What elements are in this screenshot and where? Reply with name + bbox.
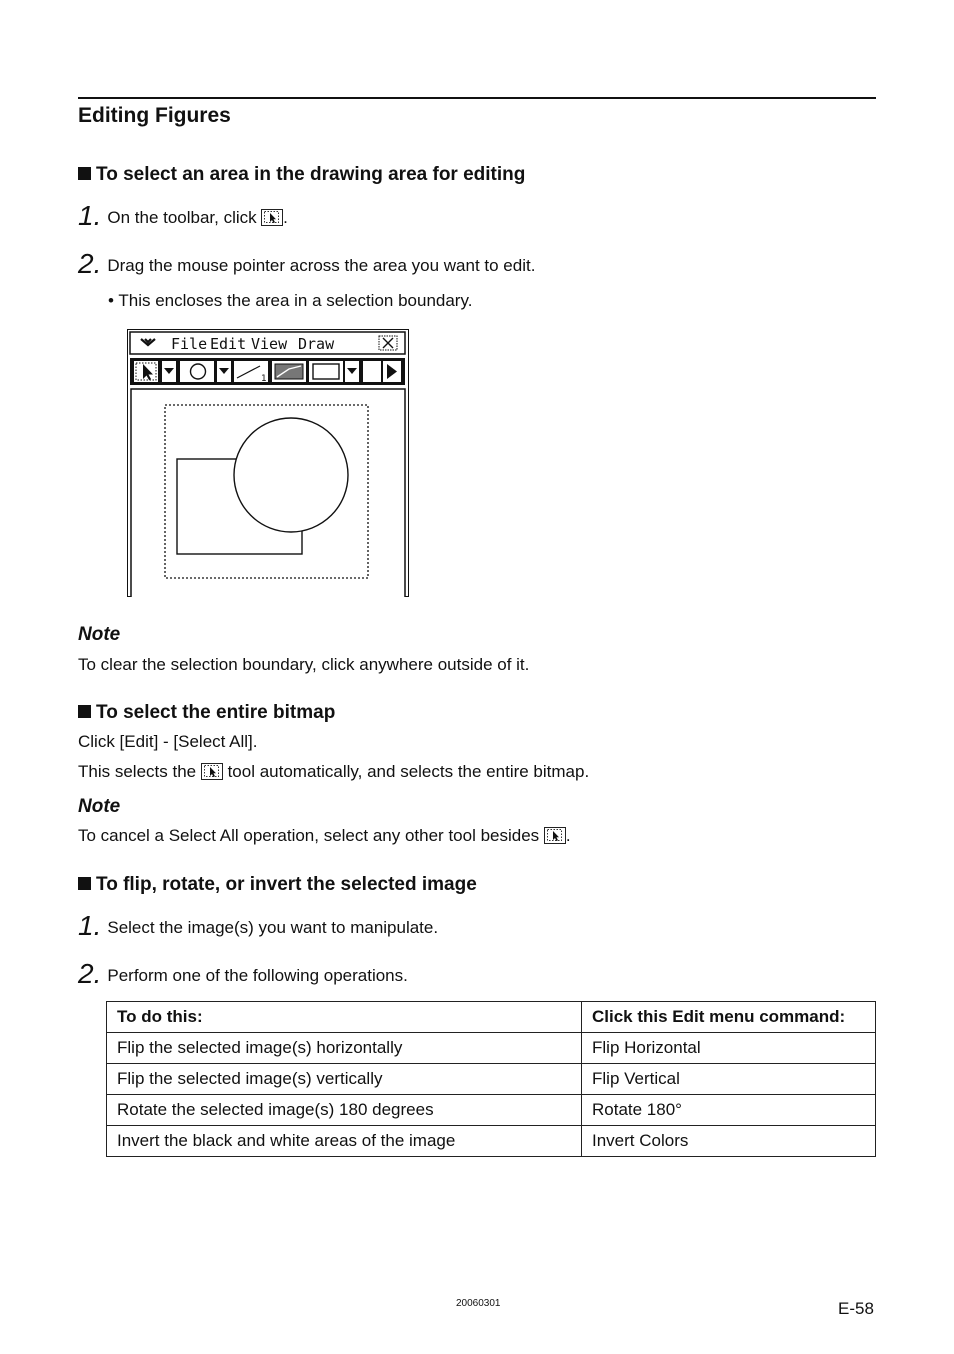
square-bullet-icon	[78, 877, 91, 890]
page-number: E-58	[838, 1299, 874, 1318]
menu-item-view: View	[251, 335, 288, 353]
table-cell-action: Invert the black and white areas of the image	[107, 1126, 582, 1157]
menu-item-edit: Edit	[210, 335, 247, 353]
step-number: 2.	[78, 958, 102, 989]
table-cell-action: Rotate the selected image(s) 180 degrees	[107, 1095, 582, 1126]
table-row	[107, 1064, 876, 1095]
table-cell-command: Rotate 180°	[582, 1095, 876, 1126]
drawing-window-screenshot	[127, 329, 410, 597]
note-text-clear-selection: To clear the selection boundary, click anywhere outside of it.	[78, 655, 530, 674]
square-bullet-icon	[78, 705, 91, 718]
table-cell-action: Flip the selected image(s) horizontally	[107, 1033, 582, 1064]
square-bullet-icon	[78, 167, 91, 180]
header-rule	[78, 97, 876, 99]
step-1-select-image: 1. Select the image(s) you want to manipulate.	[78, 910, 439, 941]
select-tool-icon	[134, 361, 158, 382]
dropdown-arrow-icon	[217, 361, 231, 382]
line-width-number: 1	[261, 374, 267, 384]
page-title: Editing Figures	[78, 104, 231, 127]
step-number: 1.	[78, 200, 102, 231]
dropdown-arrow-icon	[162, 361, 176, 382]
dropdown-arrow-icon	[345, 361, 359, 382]
table-cell-command: Flip Vertical	[582, 1064, 876, 1095]
circle-tool-icon	[180, 361, 214, 382]
instruction-select-tool-auto: This selects the tool automatically, and selects the entire bitmap.	[78, 762, 590, 781]
step-1-click-tool: 1. On the toolbar, click .	[78, 200, 288, 231]
section-heading-select-area: To select an area in the drawing area for editing	[78, 164, 525, 186]
select-tool-icon[interactable]	[201, 763, 223, 780]
document-code: 20060301	[456, 1298, 501, 1309]
close-icon	[379, 336, 397, 350]
note-label: Note	[78, 796, 121, 817]
step-2-perform-operation: 2. Perform one of the following operations.	[78, 958, 408, 989]
menu-item-draw: Draw	[298, 335, 335, 353]
table-cell-command: Invert Colors	[582, 1126, 876, 1157]
section-heading-flip-rotate: To flip, rotate, or invert the selected image	[78, 874, 477, 896]
select-tool-icon[interactable]	[544, 827, 566, 844]
table-cell-action: Flip the selected image(s) vertically	[107, 1064, 582, 1095]
table-row	[107, 1126, 876, 1157]
select-tool-icon[interactable]	[261, 209, 283, 226]
section-heading-select-bitmap: To select the entire bitmap	[78, 702, 335, 724]
table-header-cell: Click this Edit menu command:	[582, 1002, 876, 1033]
table-row	[107, 1033, 876, 1064]
toolbar-scroll-right-icon	[383, 361, 401, 382]
step-2-drag: 2. Drag the mouse pointer across the area you want to edit.	[78, 248, 536, 279]
pattern-tool-icon	[272, 361, 306, 382]
note-text-cancel-select-all: To cancel a Select All operation, select any other tool besides .	[78, 826, 571, 845]
step-number: 2.	[78, 248, 102, 279]
note-label: Note	[78, 624, 121, 645]
line-tool-icon	[234, 361, 268, 384]
table-header-row	[107, 1002, 876, 1033]
instruction-select-all: Click [Edit] - [Select All].	[78, 732, 258, 751]
menu-item-file: File	[171, 335, 208, 353]
toolbar-blank-slot	[363, 361, 381, 382]
drawn-circle	[234, 418, 348, 532]
table-cell-command: Flip Horizontal	[582, 1033, 876, 1064]
table-header-cell: To do this:	[107, 1002, 582, 1033]
bullet-selection-boundary: • This encloses the area in a selection boundary.	[108, 291, 473, 310]
table-row	[107, 1095, 876, 1126]
step-number: 1.	[78, 910, 102, 941]
edit-commands-table	[106, 1001, 876, 1157]
rectangle-tool-icon	[309, 361, 343, 382]
